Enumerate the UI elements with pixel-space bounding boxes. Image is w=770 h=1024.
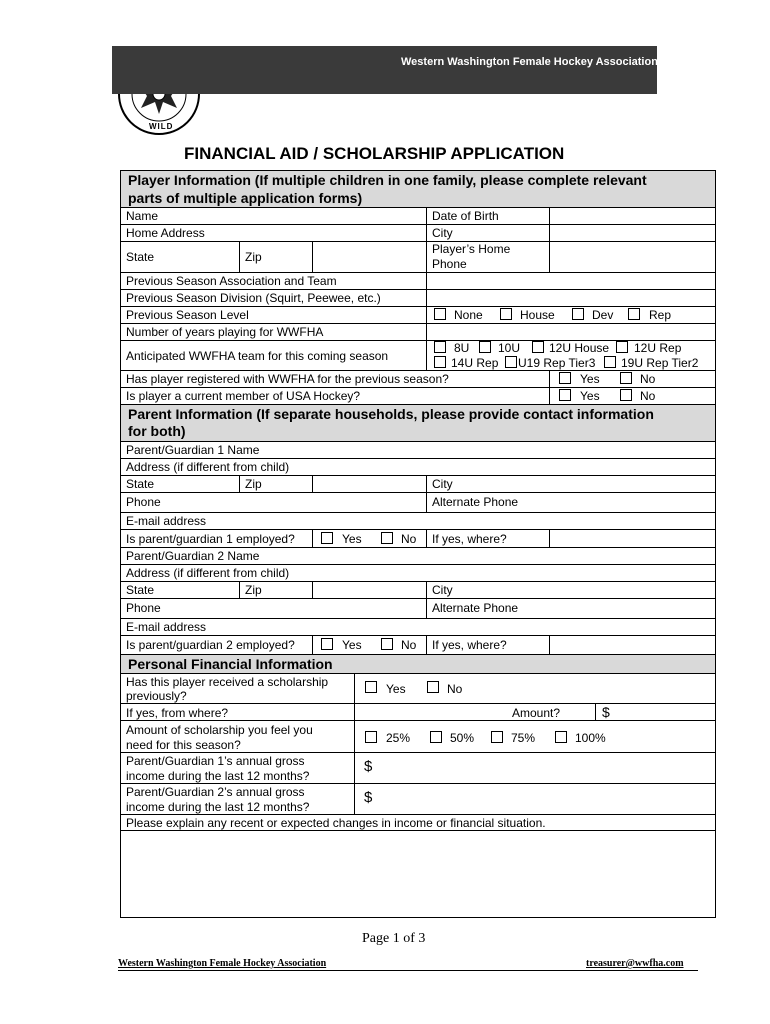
page-number: Page 1 of 3 [362, 931, 426, 946]
pct-50-label: 50% [450, 731, 475, 745]
g1-alt-phone-label: Alternate Phone [432, 495, 519, 509]
registered-no-label: No [640, 372, 656, 386]
from-where-label: If yes, from where? [126, 706, 229, 720]
g1-address-label: Address (if different from child) [126, 460, 290, 474]
g1-employed-label: Is parent/guardian 1 employed? [126, 532, 295, 546]
team-19u-tier2-label: 19U Rep Tier2 [621, 356, 699, 370]
g1-employed-yes-checkbox[interactable] [321, 532, 333, 544]
g2-income-label-1: Parent/Guardian 2’s annual gross [126, 785, 305, 799]
usa-yes-label: Yes [580, 389, 600, 403]
need-label-2: need for this season? [126, 738, 241, 752]
explain-label: Please explain any recent or expected changes in income or financial situation. [126, 816, 546, 830]
level-rep-checkbox[interactable] [628, 308, 640, 320]
parent-heading-line2: for both) [128, 423, 186, 439]
g2-name-label: Parent/Guardian 2 Name [126, 549, 260, 563]
level-none-checkbox[interactable] [434, 308, 446, 320]
g1-employed-yes-label: Yes [342, 532, 362, 546]
g1-email-label: E-mail address [126, 514, 207, 528]
g2-employed-no-label: No [401, 638, 417, 652]
registered-label: Has player registered with WWFHA for the previous season? [126, 372, 449, 386]
team-12u-rep-checkbox[interactable] [616, 341, 628, 353]
state-label: State [126, 250, 155, 264]
form-title: FINANCIAL AID / SCHOLARSHIP APPLICATION [184, 144, 565, 163]
received-yes-label: Yes [386, 682, 406, 696]
registered-no-checkbox[interactable] [620, 372, 632, 384]
banner-text: Western Washington Female Hockey Association [401, 56, 658, 68]
received-label-2: previously? [126, 689, 187, 703]
usa-no-checkbox[interactable] [620, 389, 632, 401]
g2-email-label: E-mail address [126, 620, 207, 634]
received-no-checkbox[interactable] [427, 681, 439, 693]
parent-heading-line1: Parent Information (If separate households, please provide contact information [128, 406, 654, 422]
team-u19-tier3-checkbox[interactable] [505, 356, 517, 368]
registered-yes-label: Yes [580, 372, 600, 386]
prev-level-label: Previous Season Level [126, 308, 249, 322]
g2-phone-label: Phone [126, 601, 161, 615]
years-playing-label: Number of years playing for WWFHA [126, 325, 324, 339]
pct-25-checkbox[interactable] [365, 731, 377, 743]
g1-income-label-1: Parent/Guardian 1’s annual gross [126, 754, 305, 768]
team-10u-checkbox[interactable] [479, 341, 491, 353]
g2-address-label: Address (if different from child) [126, 566, 290, 580]
anticipated-label: Anticipated WWFHA team for this coming season [126, 349, 389, 363]
g2-alt-phone-label: Alternate Phone [432, 601, 519, 615]
team-12u-rep-label: 12U Rep [634, 341, 682, 355]
g1-city-label: City [432, 477, 453, 491]
g1-zip-label: Zip [245, 477, 262, 491]
pct-75-label: 75% [511, 731, 536, 745]
level-rep-label: Rep [649, 308, 672, 322]
g2-employed-label: Is parent/guardian 2 employed? [126, 638, 295, 652]
team-19u-tier2-checkbox[interactable] [604, 356, 616, 368]
home-phone-label-2: Phone [432, 257, 467, 271]
amount-label: Amount? [512, 706, 561, 720]
g2-employed-yes-label: Yes [342, 638, 362, 652]
name-label: Name [126, 209, 159, 223]
level-house-label: House [520, 308, 555, 322]
need-label-1: Amount of scholarship you feel you [126, 723, 313, 737]
usa-member-label: Is player a current member of USA Hockey? [126, 389, 361, 403]
pct-100-checkbox[interactable] [555, 731, 567, 743]
g2-city-label: City [432, 583, 453, 597]
pct-75-checkbox[interactable] [491, 731, 503, 743]
explain-textarea[interactable] [122, 832, 714, 916]
g1-income-label-2: income during the last 12 months? [126, 769, 310, 783]
team-8u-label: 8U [454, 341, 470, 355]
g1-state-label: State [126, 477, 155, 491]
g1-phone-label: Phone [126, 495, 161, 509]
level-none-label: None [454, 308, 483, 322]
g2-income-label-2: income during the last 12 months? [126, 800, 310, 814]
financial-heading: Personal Financial Information [128, 656, 333, 672]
g1-income-dollar: $ [364, 758, 373, 775]
team-10u-label: 10U [498, 341, 521, 355]
level-house-checkbox[interactable] [500, 308, 512, 320]
banner [112, 46, 657, 94]
received-no-label: No [447, 682, 463, 696]
g1-employed-no-label: No [401, 532, 417, 546]
player-heading-line2: parts of multiple application forms) [128, 190, 363, 206]
received-yes-checkbox[interactable] [365, 681, 377, 693]
g2-income-dollar: $ [364, 789, 373, 806]
dob-label: Date of Birth [432, 209, 499, 223]
zip-label: Zip [245, 250, 262, 264]
team-u19-tier3-label: U19 Rep Tier3 [518, 356, 596, 370]
player-heading-line1: Player Information (If multiple children in one family, please complete relevant [128, 172, 647, 188]
g2-employed-yes-checkbox[interactable] [321, 638, 333, 650]
city-label: City [432, 226, 453, 240]
g2-zip-label: Zip [245, 583, 262, 597]
team-12u-house-checkbox[interactable] [532, 341, 544, 353]
footer-org: Western Washington Female Hockey Association [118, 958, 327, 969]
amount-dollar: $ [602, 704, 610, 720]
footer-email[interactable]: treasurer@wwfha.com [586, 958, 684, 969]
g2-where-label: If yes, where? [432, 638, 507, 652]
registered-yes-checkbox[interactable] [559, 372, 571, 384]
home-phone-label-1: Player’s Home [432, 242, 511, 256]
pct-25-label: 25% [386, 731, 411, 745]
g1-employed-no-checkbox[interactable] [381, 532, 393, 544]
logo-text-bottom: WILD [149, 122, 174, 131]
g1-where-label: If yes, where? [432, 532, 507, 546]
usa-no-label: No [640, 389, 656, 403]
prev-division-label: Previous Season Division (Squirt, Peewee, etc.) [126, 291, 381, 305]
received-label-1: Has this player received a scholarship [126, 675, 329, 689]
level-dev-label: Dev [592, 308, 614, 322]
team-8u-checkbox[interactable] [434, 341, 446, 353]
team-12u-house-label: 12U House [549, 341, 610, 355]
prev-assoc-label: Previous Season Association and Team [126, 274, 337, 288]
g2-state-label: State [126, 583, 155, 597]
footer-rule [118, 970, 698, 971]
team-14u-rep-label: 14U Rep [451, 356, 499, 370]
home-address-label: Home Address [126, 226, 205, 240]
g2-employed-no-checkbox[interactable] [381, 638, 393, 650]
pct-100-label: 100% [575, 731, 606, 745]
team-14u-rep-checkbox[interactable] [434, 356, 446, 368]
usa-yes-checkbox[interactable] [559, 389, 571, 401]
level-dev-checkbox[interactable] [572, 308, 584, 320]
g1-name-label: Parent/Guardian 1 Name [126, 443, 260, 457]
pct-50-checkbox[interactable] [430, 731, 442, 743]
